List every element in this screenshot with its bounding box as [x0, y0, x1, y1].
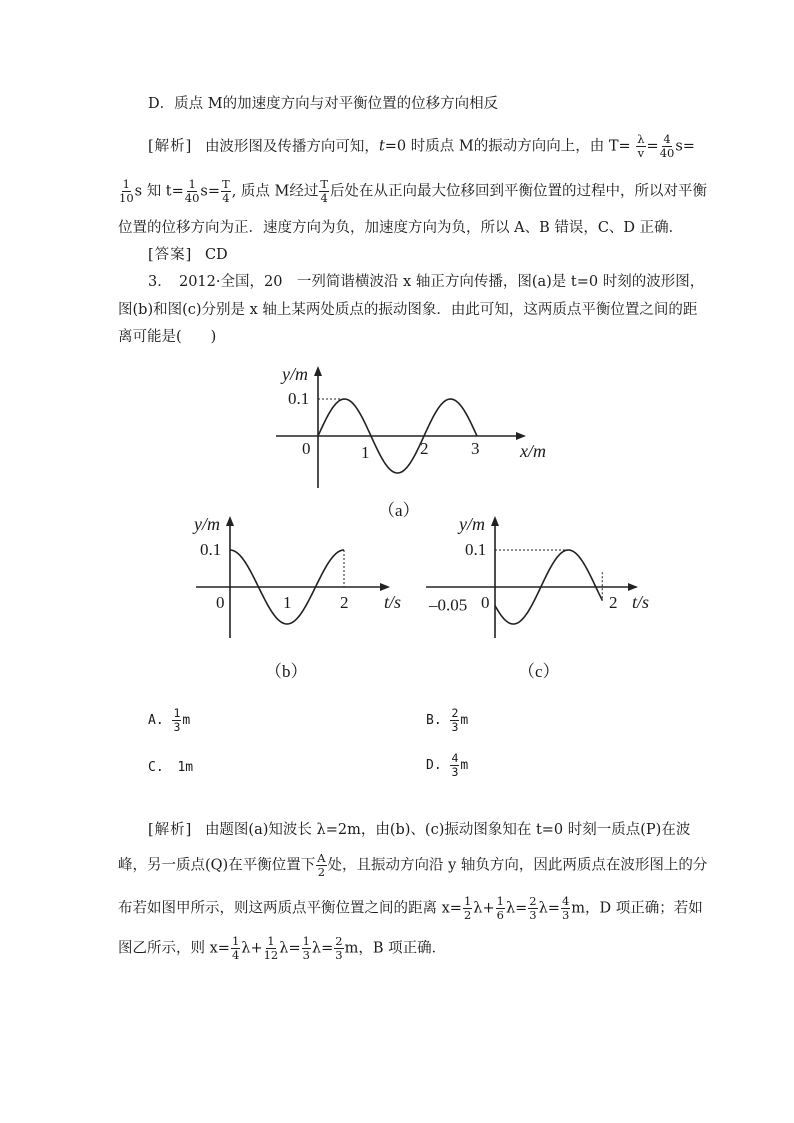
fraction	[119, 178, 134, 205]
text: s=	[200, 183, 221, 200]
x-tick-label: 2	[420, 439, 429, 458]
fraction	[450, 752, 459, 779]
option-letter: C.	[148, 760, 164, 775]
text: λ=	[538, 900, 560, 917]
q3-stem-line-2: 图(b)和图(c)分别是 x 轴上某两处质点的振动图象．由此可知，这两质点平衡位置之间的距	[118, 302, 698, 318]
numerator: 1	[463, 894, 472, 908]
x-axis-arrow	[628, 583, 638, 591]
numerator: T	[320, 177, 329, 191]
q3-analysis-line-2	[118, 852, 707, 879]
x-tick-label: 2	[340, 593, 349, 612]
unit: m	[460, 713, 469, 728]
text: λ=	[311, 940, 334, 957]
numerator: 2	[451, 706, 459, 720]
numerator: λ	[637, 132, 645, 146]
unit: m	[182, 713, 191, 728]
numerator: 1	[231, 934, 240, 948]
numerator: 4	[451, 751, 459, 765]
text: =0 时质点 M的振动方向向上，由 T=	[384, 138, 631, 155]
y-axis-arrow	[491, 516, 499, 526]
fraction	[316, 852, 326, 879]
fraction	[334, 935, 343, 962]
x-axis-arrow	[516, 432, 526, 440]
fraction	[496, 895, 505, 922]
denominator: v	[637, 146, 645, 160]
caption-a: （a）	[378, 501, 420, 520]
numerator: 4	[561, 894, 570, 908]
q3-analysis-line-3	[118, 895, 703, 922]
denominator: 6	[496, 908, 504, 922]
text: 峰，另一质点(Q)在平衡位置下	[118, 857, 316, 874]
x-tick-label: 0	[216, 593, 225, 612]
text: λ=	[505, 900, 528, 917]
x-axis-arrow	[380, 583, 390, 591]
fraction	[264, 935, 279, 962]
numerator: 2	[529, 894, 537, 908]
x-tick-label: 2	[609, 593, 618, 612]
x-axis-label: x/m	[520, 441, 546, 461]
option-d-text: D．质点 M的加速度方向与对平衡位置的位移方向相反	[148, 96, 499, 112]
fraction	[185, 178, 200, 205]
y-tick-label: 0.1	[288, 389, 310, 408]
x-axis-label: t/s	[384, 592, 402, 612]
fraction	[319, 178, 329, 205]
y-tick-label: –0.05	[429, 595, 468, 615]
option-letter: B.	[426, 713, 442, 728]
numerator: 1	[302, 934, 310, 948]
numerator: 1	[122, 177, 130, 191]
numerator: 2	[335, 934, 343, 948]
denominator: 10	[119, 191, 134, 205]
denominator: 4	[320, 191, 328, 205]
text: s 知 t=	[134, 183, 184, 200]
text: λ+	[473, 900, 495, 917]
denominator: 40	[184, 191, 200, 205]
unit: m	[460, 758, 469, 773]
numerator: 1	[496, 894, 504, 908]
fraction	[660, 133, 675, 160]
x-axis-label: t/s	[632, 592, 650, 612]
denominator: 4	[231, 948, 240, 962]
numerator: 1	[267, 934, 275, 948]
numerator: 1	[188, 177, 196, 191]
answer-tag: [答案]	[148, 247, 193, 263]
q2-analysis-line-2	[118, 178, 707, 205]
denominator: 3	[451, 720, 459, 734]
text: λ+	[241, 940, 263, 957]
vibration-graph-c	[420, 510, 650, 640]
denominator: 2	[463, 908, 472, 922]
fraction	[221, 178, 231, 205]
fraction	[636, 133, 645, 160]
text: m，B 项正确．	[344, 940, 447, 957]
text: 图乙所示，则 x=	[118, 940, 230, 957]
numerator: A	[317, 851, 326, 865]
text: s=	[675, 138, 695, 155]
analysis-tag: [解析]	[148, 138, 193, 155]
fraction	[172, 707, 181, 734]
q2-answer-line	[148, 245, 228, 265]
y-axis-label: y/m	[459, 514, 485, 534]
fraction	[231, 935, 240, 962]
fraction	[561, 895, 570, 922]
q3-stem-line-1: 3． 2012·全国，20 一列简谐横波沿 x 轴正方向传播，图(a)是 t=0 时刻的波形图，	[148, 274, 705, 290]
text: =	[646, 138, 659, 155]
q3-stem-line-3: 离可能是( )	[118, 329, 217, 345]
text: , 质点 M经过	[231, 183, 319, 200]
numerator: 4	[663, 132, 671, 146]
x-tick-label: 0	[481, 593, 490, 612]
option-letter: A.	[148, 713, 164, 728]
caption-c: （c）	[518, 662, 560, 681]
text: t	[378, 138, 385, 155]
y-axis-label: y/m	[194, 514, 220, 534]
text: 后处在从正向最大位移回到平衡位置的过程中，所以对平衡	[330, 183, 708, 200]
option-d	[426, 752, 468, 779]
q3-analysis-line-4	[118, 935, 446, 962]
analysis-tag: [解析]	[148, 822, 193, 838]
option-a	[148, 707, 190, 734]
denominator: 4	[222, 191, 230, 205]
denominator: 3	[529, 908, 537, 922]
option-letter: D.	[426, 758, 442, 773]
denominator: 3	[451, 765, 459, 779]
text: 布若如图甲所示，则这两质点平衡位置之间的距离 x=	[118, 900, 462, 917]
y-axis-label: y/m	[282, 364, 308, 384]
q2-analysis-line-1	[148, 133, 695, 160]
x-tick-label: 1	[361, 443, 370, 462]
q2-analysis-line-3: 位置的位移方向为正．速度方向为负，加速度方向为负，所以 A、B 错误，C、D 正确．	[118, 220, 684, 236]
denominator: 3	[335, 948, 343, 962]
denominator: 3	[302, 948, 310, 962]
fraction	[302, 935, 311, 962]
vibration-graph-b	[190, 510, 400, 640]
y-tick-label: 0.1	[465, 540, 487, 559]
fraction	[450, 707, 459, 734]
text: λ=	[279, 940, 301, 957]
denominator: 3	[561, 908, 570, 922]
option-c	[148, 760, 193, 775]
denominator: 12	[263, 948, 279, 962]
numerator: T	[222, 177, 230, 191]
text: m，D 项正确；若如	[571, 900, 703, 917]
y-axis-arrow	[226, 516, 234, 526]
fraction	[528, 895, 537, 922]
numerator: 1	[173, 706, 181, 720]
text: 由题图(a)知波长 λ=2m，由(b)、(c)振动图象知在 t=0 时刻一质点(P)在波	[204, 822, 691, 838]
x-tick-label: 0	[302, 439, 311, 458]
option-b	[426, 707, 468, 734]
fraction	[463, 895, 472, 922]
wave-graph-a	[270, 360, 546, 495]
q3-analysis-line-1	[148, 820, 690, 840]
x-tick-label: 1	[283, 593, 292, 612]
denominator: 40	[659, 146, 675, 160]
y-axis-arrow	[314, 366, 322, 376]
text: 由波形图及传播方向可知，	[204, 138, 379, 155]
x-tick-label: 3	[471, 439, 480, 458]
denominator: 3	[173, 720, 181, 734]
answer-value: CD	[204, 247, 228, 263]
option-text: 1m	[177, 760, 194, 775]
text: 处，且振动方向沿 y 轴负方向，因此两质点在波形图上的分	[327, 857, 708, 874]
y-tick-label: 0.1	[200, 540, 222, 559]
caption-b: （b）	[265, 662, 308, 681]
denominator: 2	[317, 865, 326, 879]
